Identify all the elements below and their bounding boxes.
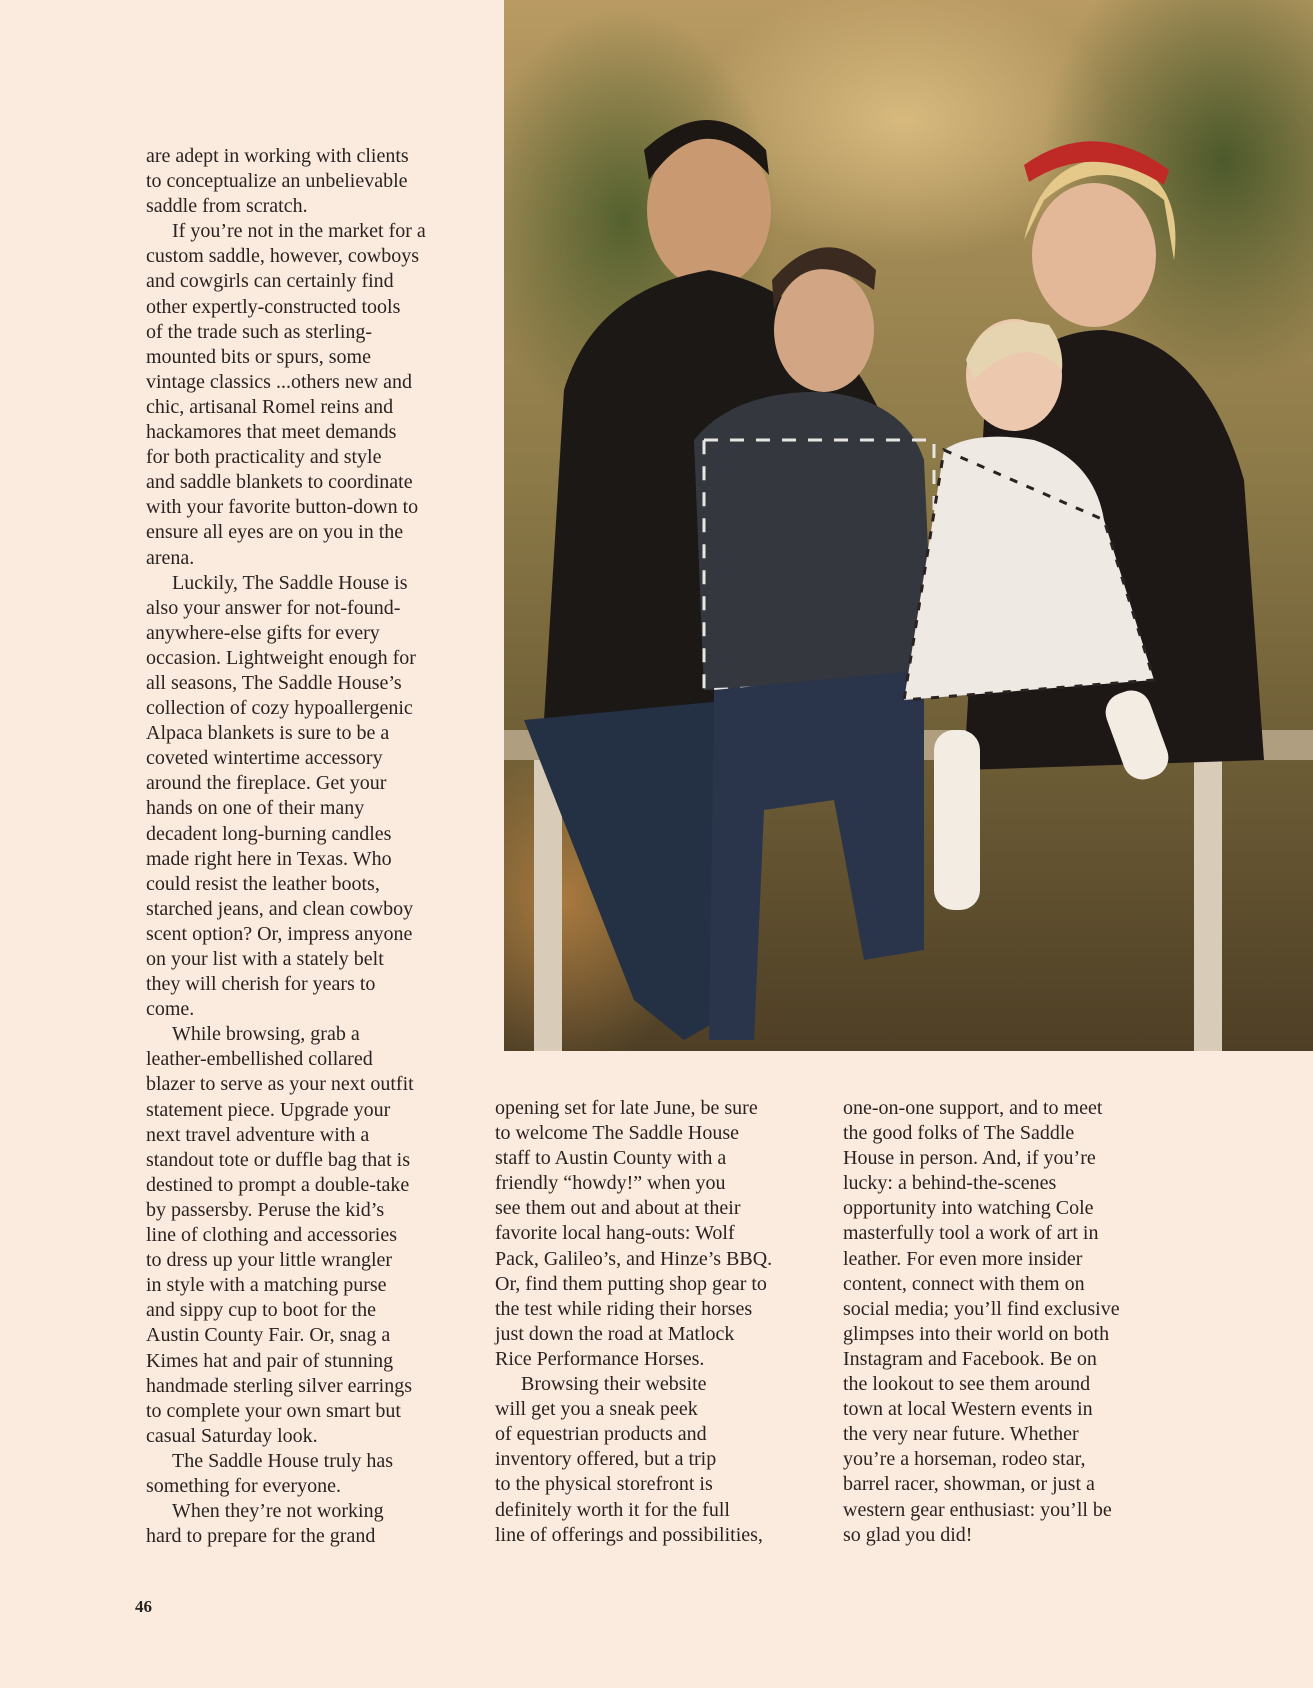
text-line: town at local Western events in [843, 1398, 1093, 1421]
text-line: opportunity into watching Cole [843, 1197, 1094, 1220]
text-line: Kimes hat and pair of stunning [146, 1349, 394, 1372]
text-line: House in person. And, if you’re [843, 1147, 1096, 1170]
text-line: other expertly-constructed tools [146, 295, 401, 318]
text-line: line of offerings and possibilities, [495, 1523, 763, 1546]
text-line: Rice Performance Horses. [495, 1347, 705, 1370]
text-line: western gear enthusiast: you’ll be [843, 1498, 1112, 1521]
text-line: and saddle blankets to coordinate [146, 471, 413, 494]
text-line: so glad you did! [843, 1523, 973, 1546]
text-line: coveted wintertime accessory [146, 747, 383, 770]
text-line: something for everyone. [146, 1474, 341, 1497]
text-line: leather-embellished collared [146, 1048, 373, 1071]
text-line: you’re a horseman, rodeo star, [843, 1448, 1086, 1471]
text-line: made right here in Texas. Who [146, 847, 392, 870]
text-line: with your favorite button-down to [146, 496, 419, 519]
text-line: barrel racer, showman, or just a [843, 1473, 1095, 1496]
text-line: Luckily, The Saddle House is [172, 571, 408, 594]
text-line: Instagram and Facebook. Be on [843, 1347, 1097, 1370]
text-line: next travel adventure with a [146, 1123, 370, 1146]
text-line: While browsing, grab a [172, 1023, 360, 1046]
text-line: masterfully tool a work of art in [843, 1222, 1099, 1245]
text-line: come. [146, 998, 195, 1021]
text-line: just down the road at Matlock [495, 1322, 735, 1345]
text-line: definitely worth it for the full [495, 1498, 730, 1521]
text-line: When they’re not working [172, 1500, 384, 1523]
text-line: collection of cozy hypoallergenic [146, 697, 413, 720]
text-line: to conceptualize an unbelievable [146, 170, 408, 193]
text-line: hands on one of their many [146, 797, 365, 820]
text-line: of equestrian products and [495, 1423, 707, 1446]
text-line: social media; you’ll find exclusive [843, 1297, 1120, 1320]
text-line: around the fireplace. Get your [146, 772, 387, 795]
text-line: the very near future. Whether [843, 1423, 1079, 1446]
text-line: lucky: a behind-the-scenes [843, 1172, 1057, 1195]
text-line: occasion. Lightweight enough for [146, 646, 416, 669]
text-line: staff to Austin County with a [495, 1147, 727, 1170]
text-line: to welcome The Saddle House [495, 1122, 740, 1145]
text-line: destined to prompt a double-take [146, 1173, 410, 1196]
text-line: The Saddle House truly has [172, 1449, 394, 1472]
text-line: hard to prepare for the grand [146, 1525, 376, 1548]
text-line: leather. For even more insider [843, 1247, 1083, 1270]
text-line: and cowgirls can certainly find [146, 270, 394, 293]
text-line: the good folks of The Saddle [843, 1122, 1075, 1145]
article-column-2 [495, 1096, 825, 1548]
text-line: all seasons, The Saddle House’s [146, 671, 402, 694]
text-line: also your answer for not-found- [146, 596, 401, 619]
text-line: and sippy cup to boot for the [146, 1299, 376, 1322]
text-line: by passersby. Peruse the kid’s [146, 1198, 385, 1221]
text-line: to dress up your little wrangler [146, 1249, 393, 1272]
text-line: saddle from scratch. [146, 195, 308, 218]
text-line: to complete your own smart but [146, 1399, 401, 1422]
text-line: handmade sterling silver earrings [146, 1374, 413, 1397]
text-line: If you’re not in the market for a [172, 220, 426, 243]
text-line: friendly “howdy!” when you [495, 1172, 726, 1195]
text-line: Browsing their website [521, 1373, 707, 1396]
text-line: Austin County Fair. Or, snag a [146, 1324, 391, 1347]
text-line: of the trade such as sterling- [146, 320, 373, 343]
text-line: they will cherish for years to [146, 973, 376, 996]
text-line: to the physical storefront is [495, 1473, 713, 1496]
text-line: starched jeans, and clean cowboy [146, 897, 414, 920]
family-photo [504, 0, 1313, 1051]
text-line: arena. [146, 546, 195, 569]
text-line: content, connect with them on [843, 1272, 1085, 1295]
text-line: scent option? Or, impress anyone [146, 922, 413, 945]
text-line: will get you a sneak peek [495, 1398, 698, 1421]
text-line: standout tote or duffle bag that is [146, 1148, 411, 1171]
text-line: for both practicality and style [146, 446, 382, 469]
text-line: line of clothing and accessories [146, 1224, 398, 1247]
text-line: ensure all eyes are on you in the [146, 521, 404, 544]
text-line: favorite local hang-outs: Wolf [495, 1222, 735, 1245]
text-line: glimpses into their world on both [843, 1322, 1110, 1345]
text-line: on your list with a stately belt [146, 948, 384, 970]
text-line: vintage classics ...others new and [146, 370, 413, 393]
text-line: chic, artisanal Romel reins and [146, 395, 394, 418]
text-line: the test while riding their horses [495, 1297, 753, 1320]
text-line: Alpaca blankets is sure to be a [146, 722, 390, 745]
text-line: custom saddle, however, cowboys [146, 245, 420, 268]
text-line: could resist the leather boots, [146, 872, 380, 895]
family-photo-illustration [504, 0, 1313, 1051]
text-line: in style with a matching purse [146, 1274, 387, 1297]
article-column-1 [146, 144, 476, 1549]
text-line: hackamores that meet demands [146, 421, 397, 444]
page-number: 46 [135, 1597, 152, 1616]
text-line: decadent long-burning candles [146, 822, 392, 845]
text-line: inventory offered, but a trip [495, 1448, 717, 1471]
text-line: see them out and about at their [495, 1197, 741, 1220]
article-column-3 [843, 1096, 1173, 1548]
text-line: opening set for late June, be sure [495, 1097, 758, 1119]
text-line: are adept in working with clients [146, 145, 409, 167]
text-line: one-on-one support, and to meet [843, 1097, 1103, 1119]
text-line: Pack, Galileo’s, and Hinze’s BBQ. [495, 1247, 773, 1270]
text-line: statement piece. Upgrade your [146, 1098, 391, 1121]
text-line: anywhere-else gifts for every [146, 621, 380, 644]
text-line: Or, find them putting shop gear to [495, 1272, 767, 1295]
text-line: the lookout to see them around [843, 1373, 1091, 1396]
text-line: mounted bits or spurs, some [146, 345, 371, 368]
text-line: casual Saturday look. [146, 1424, 318, 1447]
text-line: blazer to serve as your next outfit [146, 1073, 414, 1096]
